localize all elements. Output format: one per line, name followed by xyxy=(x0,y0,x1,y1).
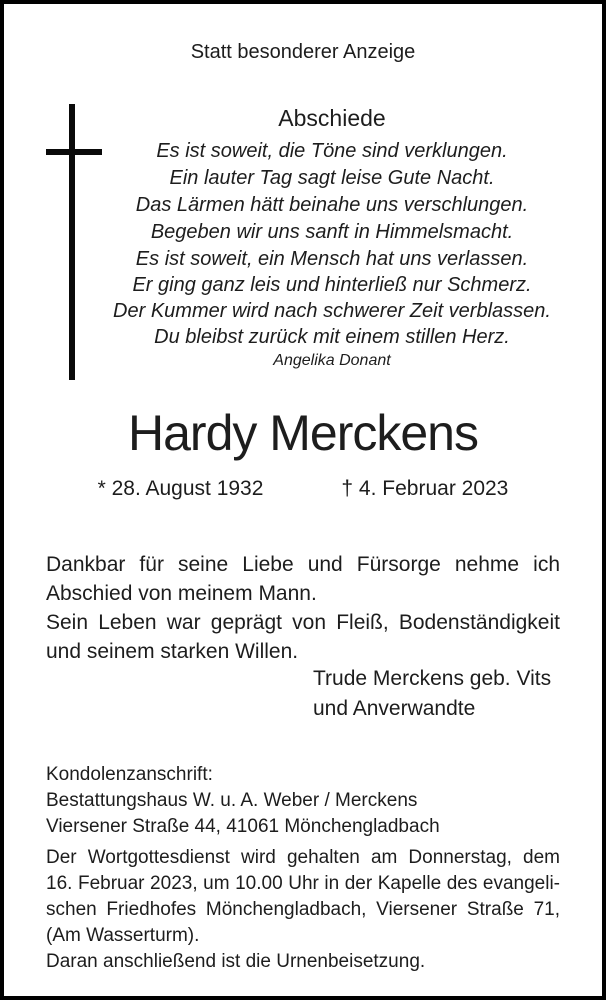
service-line: schen Friedhofes Mönchengladbach, Viersener Straße 71, xyxy=(46,899,560,920)
condolence-label: Kondolenzanschrift: xyxy=(46,764,213,785)
condolence-line: Bestattungshaus W. u. A. Weber / Merckens xyxy=(46,790,418,811)
poem-line: Es ist soweit, die Töne sind verklungen. xyxy=(156,140,508,162)
service-info-paragraph xyxy=(46,845,560,975)
memorial-cross-icon xyxy=(46,104,102,380)
tribute-line: Abschied von meinem Mann. xyxy=(46,582,317,605)
poem-line: Es ist soweit, ein Mensch hat uns verlassen. xyxy=(135,248,529,270)
cross-vertical-bar xyxy=(69,104,75,380)
service-line: Der Wortgottesdienst wird gehalten am Donnerstag, dem xyxy=(46,847,560,868)
pre-header-text: Statt besonderer Anzeige xyxy=(190,41,416,63)
poem-line: Das Lärmen hätt beinahe uns verschlungen. xyxy=(135,194,529,216)
tribute-line: Sein Leben war geprägt von Fleiß, Bodenständigkeit xyxy=(46,611,560,634)
tribute-line: und seinem starken Willen. xyxy=(46,640,299,663)
service-line: Daran anschließend ist die Urnenbeisetzung. xyxy=(46,951,426,972)
cross-horizontal-bar xyxy=(46,149,102,155)
poem-stanza-1 xyxy=(104,138,560,246)
deceased-name: Hardy Merckens xyxy=(128,405,478,461)
life-dates-row xyxy=(4,475,602,502)
mourner-relatives: und Anverwandte xyxy=(313,697,476,720)
mourners-block xyxy=(313,664,551,724)
poem-line: Begeben wir uns sanft in Himmelsmacht. xyxy=(150,221,514,243)
poem-line: Er ging ganz leis und hinterließ nur Schmerz. xyxy=(132,274,532,296)
tribute-line: Dankbar für seine Liebe und Fürsorge nehme ich xyxy=(46,553,560,576)
poem-attribution: Angelika Donant xyxy=(273,352,391,369)
poem-line: Der Kummer wird nach schwerer Zeit verblassen. xyxy=(113,300,551,322)
poem-line: Du bleibst zurück mit einem stillen Herz. xyxy=(154,326,510,348)
birth-date: * 28. August 1932 xyxy=(97,477,264,500)
poem-title: Abschiede xyxy=(278,105,386,131)
death-date: † 4. Februar 2023 xyxy=(341,477,509,500)
poem-stanza-2 xyxy=(104,246,560,350)
condolence-line: Viersener Straße 44, 41061 Mönchengladbach xyxy=(46,816,440,837)
tribute-paragraph xyxy=(46,550,560,666)
service-line: 16. Februar 2023, um 10.00 Uhr in der Kapelle des evangeli- xyxy=(46,873,560,894)
mourner-name: Trude Merckens geb. Vits xyxy=(313,667,552,690)
condolence-address-block xyxy=(46,762,560,840)
poem-line: Ein lauter Tag sagt leise Gute Nacht. xyxy=(169,167,495,189)
service-line: (Am Wasserturm). xyxy=(46,925,200,946)
